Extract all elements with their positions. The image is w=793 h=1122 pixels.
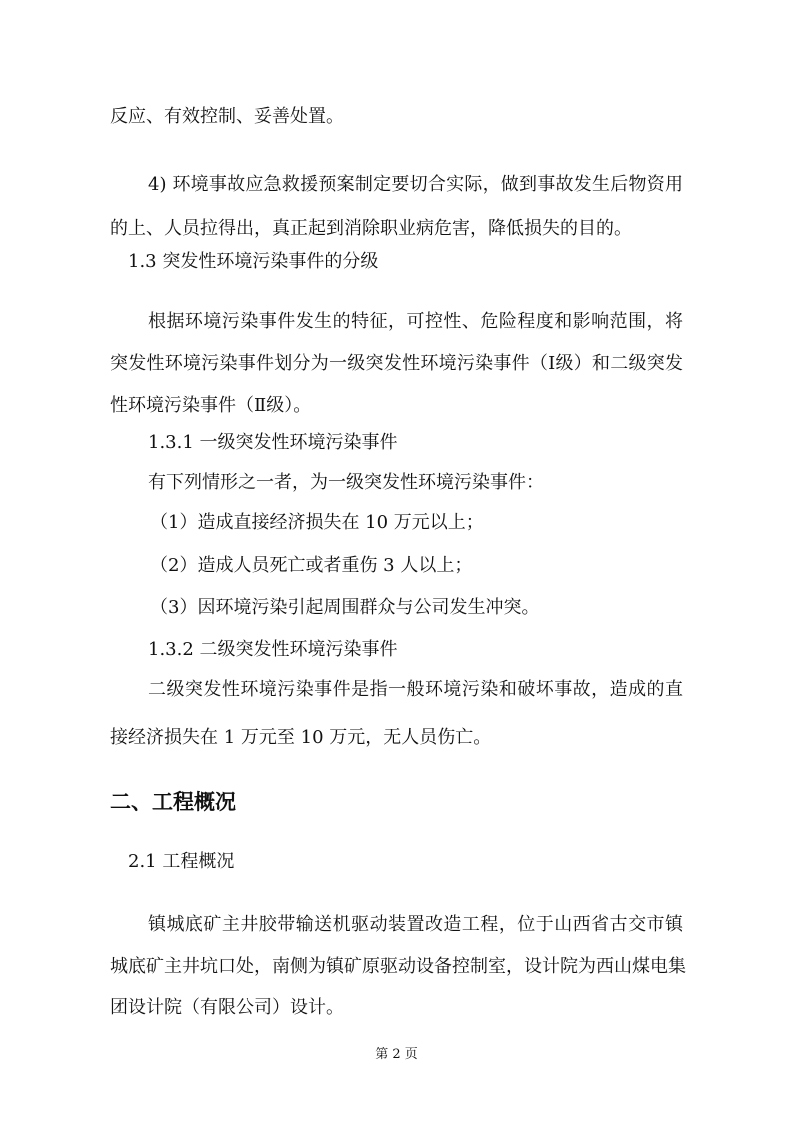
section-heading-2-1: 2.1 工程概况 xyxy=(128,851,235,872)
classification-line-1: 根据环境污染事件发生的特征，可控性、危险程度和影响范围，将 xyxy=(148,311,683,332)
project-line-1: 镇城底矿主井胶带输送机驱动装置改造工程，位于山西省古交市镇 xyxy=(148,914,683,935)
classification-line-2: 突发性环境污染事件划分为一级突发性环境污染事件（I级）和二级突发 xyxy=(110,353,683,374)
page-number: 第 2 页 xyxy=(375,1047,418,1062)
section-heading-1-3-1: 1.3.1 一级突发性环境污染事件 xyxy=(148,432,398,453)
level1-item-1: （1）造成直接经济损失在 10 万元以上； xyxy=(150,512,484,533)
chapter-heading-2: 二、工程概况 xyxy=(110,790,236,814)
item-4-line-2: 的上、人员拉得出，真正起到消除职业病危害，降低损失的目的。 xyxy=(110,218,632,239)
item-4-line-1: 4) 环境事故应急救援预案制定要切合实际，做到事故发生后物资用 xyxy=(148,174,683,195)
level1-item-2: （2）造成人员死亡或者重伤 3 人以上； xyxy=(150,555,473,576)
level2-line-2: 接经济损失在 1 万元至 10 万元，无人员伤亡。 xyxy=(110,727,492,748)
level2-line-1: 二级突发性环境污染事件是指一般环境污染和破坏事故，造成的直 xyxy=(148,679,683,700)
level1-item-3: （3）因环境污染引起周围群众与公司发生冲突。 xyxy=(150,597,540,618)
section-heading-1-3: 1.3 突发性环境污染事件的分级 xyxy=(128,251,379,272)
section-heading-1-3-2: 1.3.2 二级突发性环境污染事件 xyxy=(148,639,398,660)
project-line-3: 团设计院（有限公司）设计。 xyxy=(110,997,344,1018)
paragraph-end: 反应、有效控制、妥善处置。 xyxy=(110,106,344,127)
level1-intro: 有下列情形之一者，为一级突发性环境污染事件： xyxy=(148,472,544,493)
project-line-2: 城底矿主井坑口处，南侧为镇矿原驱动设备控制室，设计院为西山煤电集 xyxy=(110,956,686,977)
classification-line-3: 性环境污染事件（Ⅱ级）。 xyxy=(110,395,312,416)
